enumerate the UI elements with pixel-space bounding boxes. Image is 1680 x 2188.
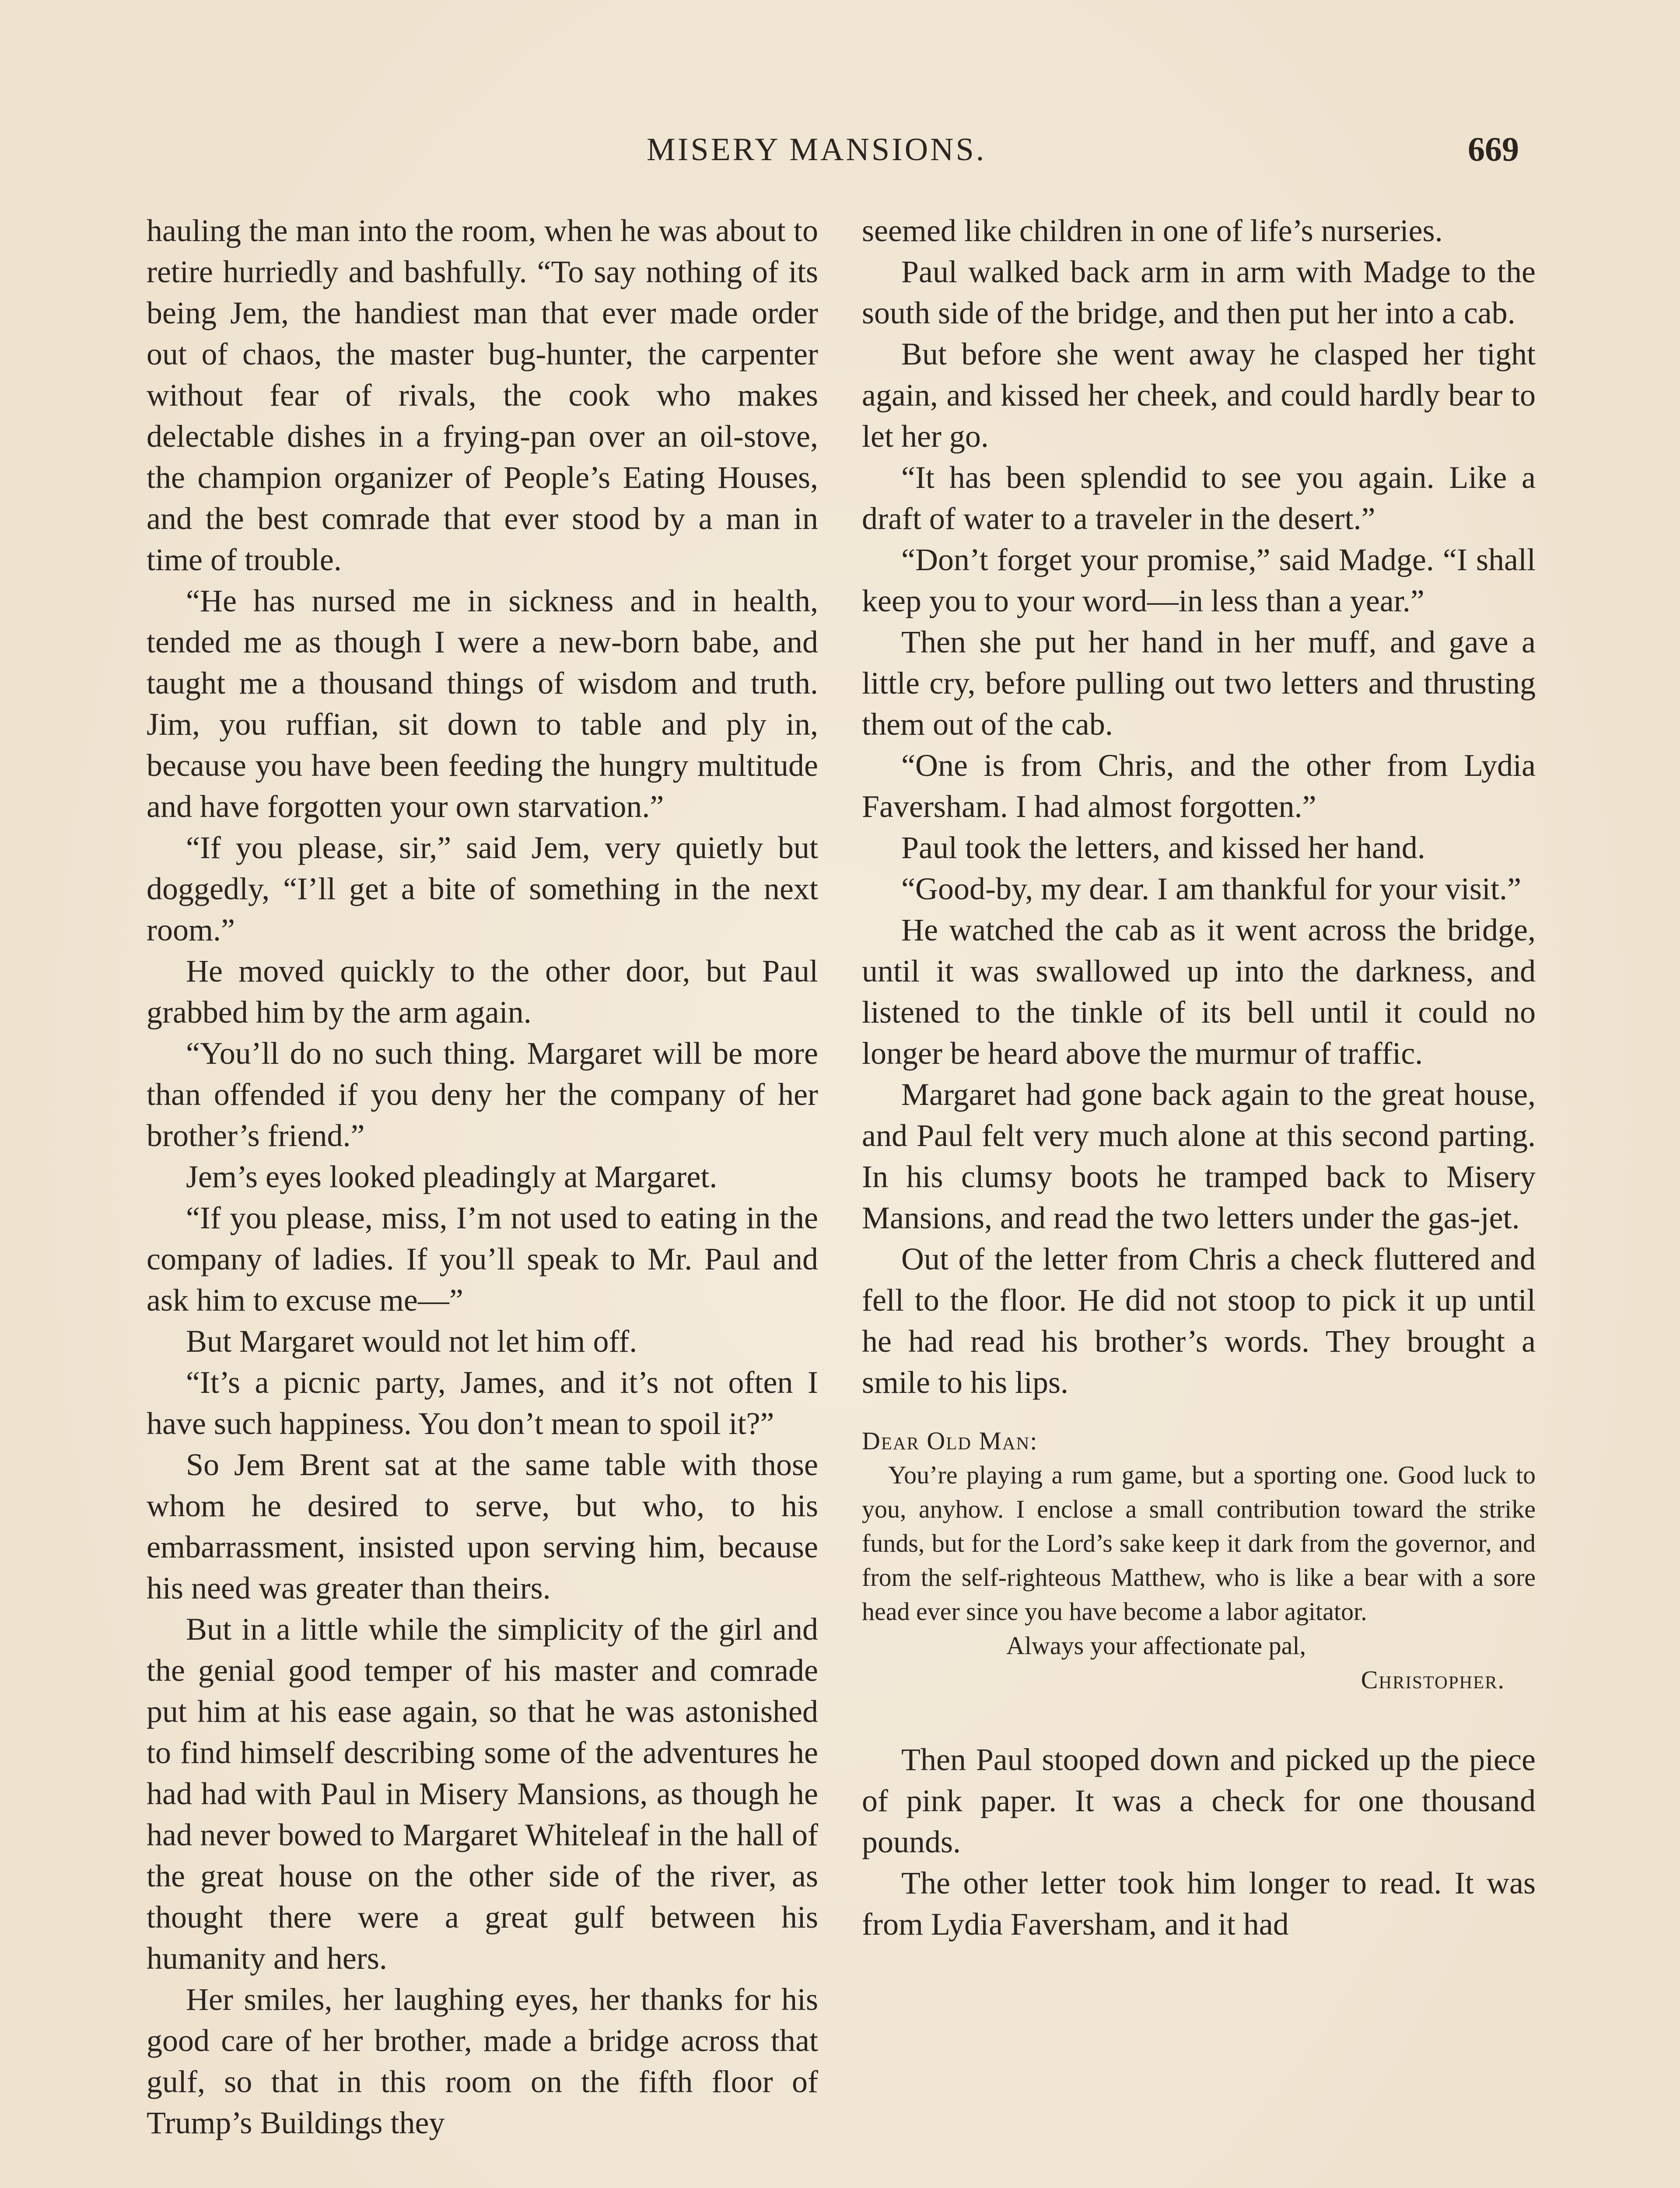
paragraph: The other letter took him longer to read. It was from Lydia Faversham, and it had	[862, 1865, 1536, 1942]
right-column	[862, 210, 1536, 1945]
paragraph: “One is from Chris, and the other from Lydia Faversham. I had almost forgotten.”	[862, 748, 1536, 824]
paragraph: So Jem Brent sat at the same table with those whom he desired to serve, but who, to his embarrassment, insisted upon serving him, because his need was greater than theirs.	[147, 1447, 818, 1606]
paragraph: “It has been splendid to see you again. Like a draft of water to a traveler in the desert.”	[862, 460, 1536, 536]
paragraph: Then she put her hand in her muff, and gave a little cry, before pulling out two letters and thrusting them out of the cab.	[862, 624, 1536, 742]
paragraph: Jem’s eyes looked pleadingly at Margaret.	[186, 1159, 718, 1194]
paragraph: He moved quickly to the other door, but Paul grabbed him by the arm again.	[147, 954, 818, 1030]
paragraph: Out of the letter from Chris a check fluttered and fell to the floor. He did not stoop to pick it up until he had read his brother’s words. They brought a smile to his lips.	[862, 1241, 1536, 1400]
paragraph: “You’ll do no such thing. Margaret will be more than offended if you deny her the company of her brother’s friend.”	[147, 1036, 818, 1153]
paragraph: Paul took the letters, and kissed her hand.	[901, 830, 1425, 865]
paragraph: Paul walked back arm in arm with Madge to the south side of the bridge, and then put her into a cab.	[862, 254, 1536, 330]
letter-body: You’re playing a rum game, but a sporting one. Good luck to you, anyhow. I enclose a small contribution toward the strike funds, but for the Lord’s sake keep it dark from the governor, and from the self-righteous Matthew, who is like a bear with a sore head ever since you have become a labor agitator.	[862, 1461, 1536, 1626]
paragraph: But Margaret would not let him off.	[186, 1324, 637, 1359]
letter-closing: Always your affectionate pal,	[1006, 1631, 1306, 1660]
paragraph: But before she went away he clasped her tight again, and kissed her cheek, and could hardly bear to let her go.	[862, 337, 1536, 454]
paragraph: “If you please, miss, I’m not used to eating in the company of ladies. If you’ll speak to Mr. Paul and ask him to excuse me—”	[147, 1200, 818, 1318]
paragraph: He watched the cab as it went across the bridge, until it was swallowed up into the darkness, and listened to the tinkle of its bell until it could no longer be heard above the murmur of traffic.	[862, 912, 1536, 1071]
paragraph: Then Paul stooped down and picked up the piece of pink paper. It was a check for one thousand pounds.	[862, 1742, 1536, 1859]
left-column	[147, 210, 818, 2143]
paragraph: seemed like children in one of life’s nurseries.	[862, 213, 1443, 248]
letter-salutation: Dear Old Man:	[862, 1427, 1038, 1455]
letter-signature: Christopher.	[1361, 1666, 1505, 1694]
paragraph: But in a little while the simplicity of the girl and the genial good temper of his master and comrade put him at his ease again, so that he was astonished to find himself describing some of the adventures he had had with Paul in Misery Mansions, as though he had never bowed to Margaret Whiteleaf in the hall of the great house on the other side of the river, as thought there were a great gulf between his humanity and hers.	[147, 1612, 818, 1976]
paragraph: hauling the man into the room, when he was about to retire hurriedly and bashfully. “To say nothing of its being Jem, the handiest man that ever made order out of chaos, the master bug-hunter, the carpenter without fear of rivals, the cook who makes delectable dishes in a frying-pan over an oil-stove, the champion organizer of People’s Eating Houses, and the best comrade that ever stood by a man in time of trouble.	[147, 213, 818, 577]
running-head: MISERY MANSIONS.	[647, 132, 987, 168]
paragraph: “It’s a picnic party, James, and it’s not often I have such happiness. You don’t mean to spoil it?”	[147, 1365, 818, 1441]
paragraph: Her smiles, her laughing eyes, her thanks for his good care of her brother, made a bridge across that gulf, so that in this room on the fifth floor of Trump’s Buildings they	[147, 1982, 818, 2140]
page-number: 669	[1468, 130, 1519, 168]
paragraph: “Good-by, my dear. I am thankful for your visit.”	[901, 871, 1521, 906]
paragraph: “He has nursed me in sickness and in health, tended me as though I were a new-born babe, and taught me a thousand things of wisdom and truth. Jim, you ruffian, sit down to table and ply in, because you have been feeding the hungry multitude and have forgotten your own starvation.”	[147, 583, 818, 824]
paragraph: Margaret had gone back again to the great house, and Paul felt very much alone at this second parting. In his clumsy boots he tramped back to Misery Mansions, and read the two letters under the gas-jet.	[862, 1077, 1536, 1235]
paragraph: “Don’t forget your promise,” said Madge. “I shall keep you to your word—in less than a year.”	[862, 542, 1536, 618]
embedded-letter	[862, 1424, 1536, 1697]
paragraph: “If you please, sir,” said Jem, very quietly but doggedly, “I’ll get a bite of something in the next room.”	[147, 830, 818, 947]
